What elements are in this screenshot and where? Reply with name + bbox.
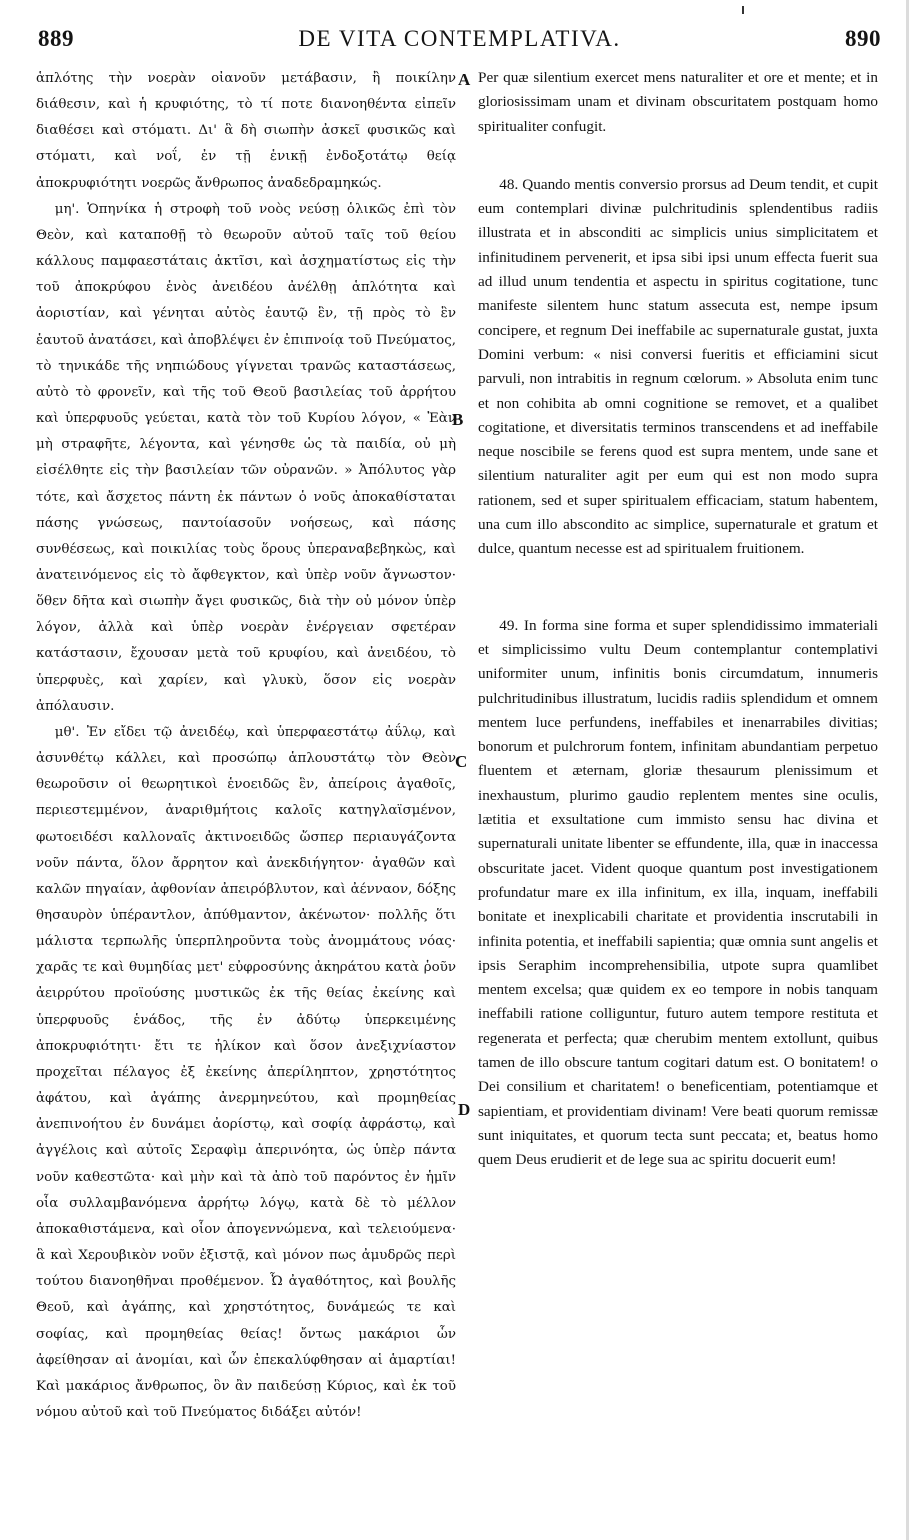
greek-paragraph-48: μη'. Ὁπηνίκα ἡ στροφὴ τοῦ νοὸς νεύσῃ ὁλικῶς ἐπὶ τὸν Θεὸν, καὶ καταποθῇ τὸ θεωροῦν αὐτοῦ ταῖς τοῦ θείου κάλλους παμφαεστάταις ἀκτῖσι, καὶ ἀσχηματίστως εἰς τὴν τοῦ ἀποκρύφου ἑνὸς ἀνειδέου ἀνέλθῃ ἁπλότητα καὶ ἀοριστίαν, καὶ γένηται αὐτὸς ἑαυτῷ ἓν, τῇ πρὸς τὸ ἓν ἑαυτοῦ ἀνατάσει, καὶ ἀποβλέψει ἐν ἐπιπνοίᾳ τοῦ Πνεύματος, τὸ τηνικάδε τῆς νηπιώδους γίγνεται τρανῶς καταστάσεως, αὐτὸ τὸ φρονεῖν, καὶ τῆς τοῦ Θεοῦ βασιλείας τοῦ ἀρρήτου καὶ ὑπερφυοῦς γεύεται, κατὰ τὸν τοῦ Κυρίου λόγον, « Ἐὰν μὴ στραφῆτε, λέγοντα, καὶ γένησθε ὡς τὰ παιδία, οὐ μὴ εἰσέλθητε εἰς τὴν βασιλείαν τῶν οὐρανῶν. » Ἀπόλυτος γὰρ τότε, καὶ ἄσχετος πάντη ἐκ πάντων ὁ νοῦς ἀποκαθίσταται πάσης γνώσεως, παντοίασοῦν νοήσεως, καὶ πάσης συνθέσεως, καὶ ποικιλίας τοὺς ὅρους ὑπεραναβεβηκὼς, καὶ ἀνατεινόμενος εἰς τὸ ἄφθεγκτον, καὶ ὑπὲρ νοῦν ἄγνωστον· ὅθεν δῆτα καὶ σιωπὴν ἄγει φυσικῶς, διὰ τὴν οὐ μόνον ὑπὲρ λόγον, ἀλλὰ καὶ ὑπὲρ νοερὰν ἐνέργειαν σφετέραν κατάστασιν, ἔχουσαν μετὰ τοῦ κρυφίου, καὶ ἀνειδέου, τὸ ὑπερφυὲς, καὶ χαρίεν, καὶ γλυκὺ, ὅσον εἰς νοερὰν ἀπόλαυσιν. xyxy=(36,201,456,714)
left-column-number: 889 xyxy=(38,26,74,51)
section-marker-d: D xyxy=(458,1100,471,1119)
greek-column xyxy=(36,66,456,1426)
latin-paragraph-49: 49. In forma sine forma et super splendidissimo immateriali et simplicissimo vultu Deum contemplantur contemplativi uniformiter unum, infinitis bonis circumdatum, innumeris pulchritudinibus illustratum, lucidis radiis splendidum et omnem mentem luce perfundens, ineffabiles et inenarrabiles divitias; bonorum et pulchrorum fontem, infinitam abundantiam perpetuo fluentem et æternam, gloriæ thesaurum plenissimum et inexhaustum, plurimo gaudio replentem mentes sine oculis, lætitia et exsultatione cum immisto sensu hac divina et supernaturali unitate libenter se effundente, illa, quæ in inaccessa obscuritate jacet. Vident quoque quantum post investigationem profundatur mare ex illa infinitum, ex illa, inquam, ineffabili bonitate et inexplicabili charitate et providentia inscrutabili in infinita potentia, et ineffabili sapientia; quæ omnia sunt angelis et ipsis Seraphim incomprehensibilia, utpote supra quamlibet mentem excelsa; quæ quidem ex eo tempore in nobis tanquam ineffabili ratione colliguntur, futuro autem tempore restituta et regenerata et perfecta; quæ cherubim mentem extollunt, quibus tamen de illo obscure tantum cogitari datum est. O bonitatem! o Dei consilium et charitatem! o beneficentiam, potentiamque et sapientiam, et providentiam divinam! Vere beati quorum remissæ sunt iniquitates, et quorum tecta sunt peccata; et, beatus homo quem Deus erudierit et de lege sua ac spiritu docuerit eum! xyxy=(478,616,878,1169)
paragraph-gap xyxy=(478,562,878,614)
paragraph-gap xyxy=(478,139,878,173)
greek-paragraph-1: ἁπλότης τὴν νοερὰν οἰανοῦν μετάβασιν, ἢ ποικίλην διάθεσιν, καὶ ἡ κρυφιότης, τὸ τί ποτε διανοηθέντα εἰπεῖν διαθέσει καὶ στόματι. Δι' ἃ δὴ σιωπὴν ἀσκεῖ φυσικῶς καὶ στόματι, καὶ νοΐ, ἐν τῇ ἑνικῇ ἐνδοξοτάτῳ θείᾳ ἀποκρυφιότητι νοερῶς ἄνθρωπος ἀναδεδραμηκώς. xyxy=(36,71,456,191)
right-column-number: 890 xyxy=(845,26,881,51)
running-header xyxy=(38,26,881,60)
running-title: DE VITA CONTEMPLATIVA. xyxy=(298,26,621,51)
greek-paragraph-49: μθ'. Ἐν εἴδει τῷ ἀνειδέῳ, καὶ ὑπερφαεστάτῳ ἀΰλῳ, καὶ ἀσυνθέτῳ κάλλει, καὶ προσώπῳ ἁπλουστάτῳ τὸν Θεὸν θεωροῦσιν οἱ θεωρητικοὶ ἑνοειδῶς ἓν, ἀπείροις ἀγαθοῖς, περιεστεμμένον, ἀναριθμήτοις καλοῖς κατηγλαϊσμένον, φωτοειδέσι καλλοναῖς ἀκτινοειδῶς ὥσπερ περιαυγάζοντα νοῦν πάντα, ὅλον ἄρρητον καὶ ἀνεκδιήγητον· ἀγαθῶν καὶ καλῶν πηγαίαν, ἀφθονίαν ἀπειρόβλυτον, καὶ ἀένναον, δόξης θησαυρὸν ὑπέραντλον, ἀπύθμαντον, ἀκένωτον· πολλῆς ὅτι μάλιστα τερπωλῆς ὑπερπληροῦντα τοὺς ἀνομμάτους νόας· χαρᾶς τε καὶ θυμηδίας μετ' εὐφροσύνης ἀκηράτου κατὰ ῥοῦν ἀειρρύτου προϊούσης μυστικῶς ἐκ τῆς θείας ἐκείνης καὶ ὑπερφυοῦς ἑνάδος, τῆς ἐν ἀδύτῳ ὑπερκειμένης ἀποκρυφιότητι· ἔτι τε ἡλίκον καὶ ὅσον ἀνεξιχνίαστον προχεῖται πέλαγος ἐξ ἐκείνης ἀπερίληπτον, χρηστότητος ἀφάτου, καὶ ἀγάπης ἀνερμηνεύτου, καὶ προμηθείας ἀνεπινοήτου ἐν δυνάμει ἀορίστῳ, καὶ σοφίᾳ ἀφράστῳ, καὶ ἀγγέλοις καὶ αὐτοῖς Σεραφὶμ ἀπερινόητα, ὡς ὑπὲρ πάντα νοῦν καθεστῶτα· καὶ μὴν καὶ τὰ ἀπὸ τοῦ παρόντος ἐν ἡμῖν οἷα συλλαμβανόμενα ἀρρήτῳ λόγῳ, κατὰ δὲ τὸ μέλλον ἀποκαθιστάμενα, καὶ οἷον ἀπογεννώμενα, καὶ τελειούμενα· ἃ καὶ Χερουβικὸν νοῦν ἐξιστᾷ, καὶ μόνον πως ἀμυδρῶς περὶ τούτου διανοηθῆναι προθέμενον. Ὦ ἀγαθότητος, καὶ βουλῆς Θεοῦ, καὶ ἀγάπης, καὶ χρηστότητος, δυνάμεώς τε καὶ σοφίας, καὶ προμηθείας θείας! ὄντως μακάριοι ὧν ἀφείθησαν αἱ ἀνομίαι, καὶ ὧν ἐπεκαλύφθησαν αἱ ἁμαρτίαι! Καὶ μακάριος ἄνθρωπος, ὃν ἂν παιδεύσῃ Κύριος, καὶ ἐκ τοῦ νόμου αὐτοῦ καὶ τοῦ Πνεύματος διδάξει αὐτόν! xyxy=(36,724,456,1420)
section-marker-b: B xyxy=(452,410,464,429)
section-marker-c: C xyxy=(455,752,468,771)
latin-paragraph-1: Per quæ silentium exercet mens naturaliter et ore et mente; et in gloriosissimam unam et divinam obscuritatem postquam homo spiritualiter confugit. xyxy=(478,69,878,135)
latin-paragraph-48: 48. Quando mentis conversio prorsus ad Deum tendit, et cupit eum contemplari divinæ pulchritudinis splendentibus radiis illustrata et in absconditi ac simplicis unius simplicitatem et infinitudinem pervenerit, et ipsa sibi ipsi unum effecta fuerit sua ad illud unum tendentia et aspectu in spiritus cogitatione, tunc manifeste silentem hunc statum assecuta est, nempe ipsum concipere, et regnum Dei ineffabile ac supernaturale gustat, juxta Domini verbum: « nisi conversi fueritis et efficiamini sicut parvuli, non intrabitis in regnum cœlorum. » Absoluta enim tunc et non cohibita ab omni cognitione se removet, et a qualibet cogitatione, et diversitatis terminos transcendens et ad ineffabile neque noscibile se ferens quod est supra mentem, unde sane et silentium naturaliter agit per eum qui est non modo supra rationem, sed et super spiritualem efficaciam, statum habentem, una cum illo abscondito ac simplice, supernaturale et gratum et dulce, quantum necesse est ad spiritualem fruitionem. xyxy=(478,175,878,558)
scan-mark xyxy=(742,6,744,14)
latin-column xyxy=(478,66,878,1172)
section-marker-a: A xyxy=(458,70,471,89)
